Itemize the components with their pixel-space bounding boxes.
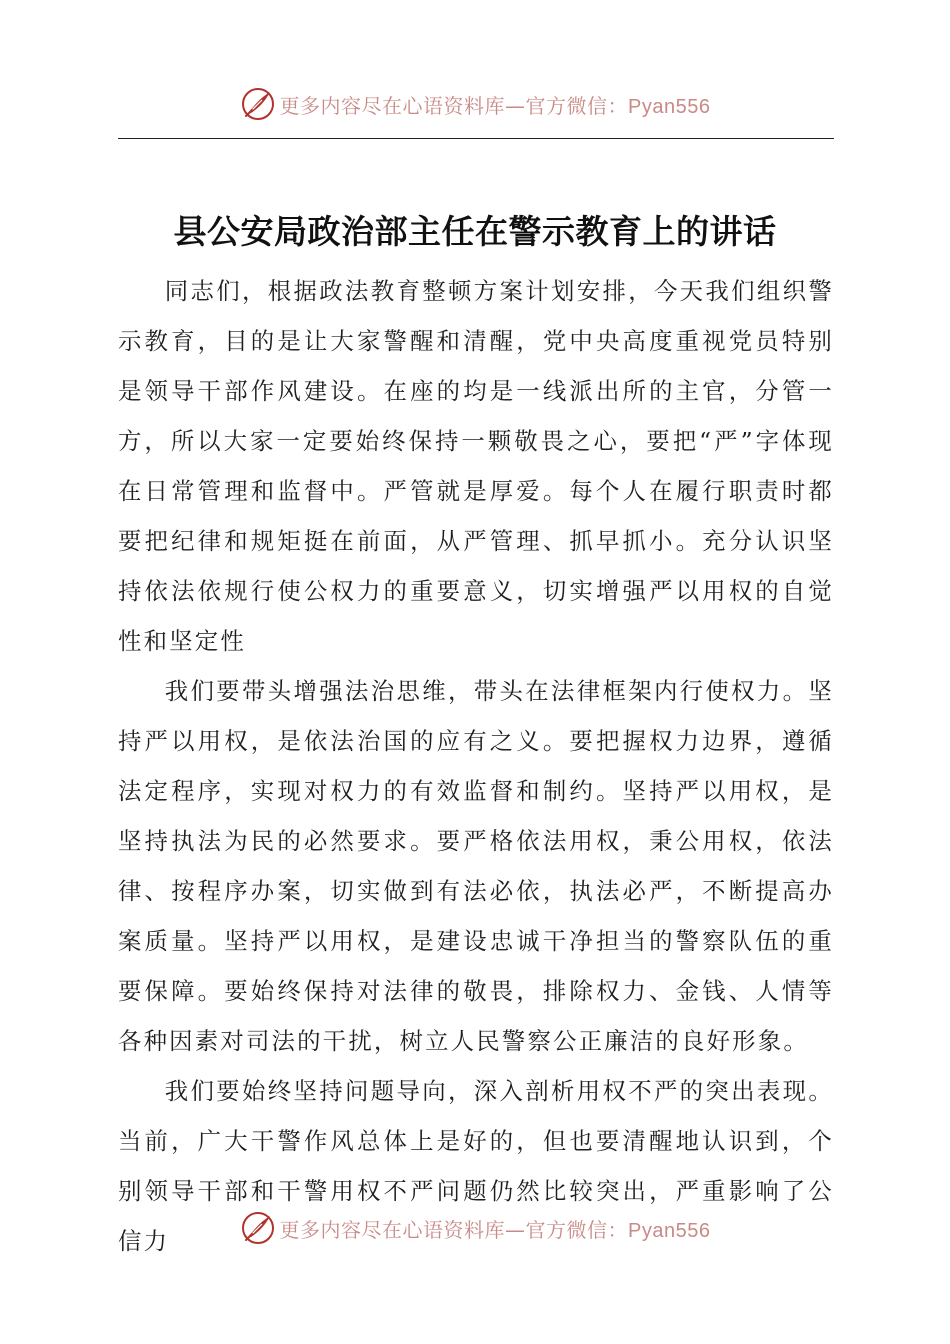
document-title: 县公安局政治部主任在警示教育上的讲话 bbox=[173, 212, 777, 252]
quill-logo-icon bbox=[240, 1210, 276, 1246]
header-rule bbox=[118, 138, 834, 139]
quill-logo-icon bbox=[240, 86, 276, 122]
document-body bbox=[118, 266, 834, 1266]
watermark-wechat-label: 官方微信： bbox=[525, 93, 629, 118]
watermark-handle: Pyan556 bbox=[628, 1219, 711, 1242]
watermark-main-text: 更多内容尽在心语资料库 bbox=[279, 1217, 506, 1242]
watermark-dash: — bbox=[505, 93, 526, 118]
header-watermark bbox=[0, 82, 950, 126]
watermark-handle: Pyan556 bbox=[628, 95, 711, 118]
paragraph-2: 我们要带头增强法治思维，带头在法律框架内行使权力。坚持严以用权，是依法治国的应有之义。要把握权力边界，遵循法定程序，实现对权力的有效监督和制约。坚持严以用权，是坚持执法为民的必然要求。要严格依法用权，秉公用权，依法律、按程序办案，切实做到有法必依，执法必严，不断提高办案质量。坚持严以用权，是建设忠诚干净担当的警察队伍的重要保障。要始终保持对法律的敬畏，排除权力、金钱、人情等各种因素对司法的干扰，树立人民警察公正廉洁的良好形象。 bbox=[118, 677, 834, 1055]
watermark-text bbox=[280, 1214, 711, 1243]
watermark-text bbox=[280, 90, 711, 119]
footer-watermark bbox=[0, 1206, 950, 1250]
watermark-dash: — bbox=[505, 1217, 526, 1242]
watermark-wechat-label: 官方微信： bbox=[525, 1217, 629, 1242]
paragraph-3: 我们要始终坚持问题导向，深入剖析用权不严的突出表现。当前，广大干警作风总体上是好的，但也要清醒地认识到，个别领导干部和干警用权不严问题仍然比较突出，严重影响了公信力 bbox=[118, 1077, 834, 1255]
paragraph-1: 同志们，根据政法教育整顿方案计划安排，今天我们组织警示教育，目的是让大家警醒和清醒，党中央高度重视党员特别是领导干部作风建设。在座的均是一线派出所的主官，分管一方，所以大家一定要始终保持一颗敬畏之心，要把“严”字体现在日常管理和监督中。严管就是厚爱。每个人在履行职责时都要把纪律和规矩挺在前面，从严管理、抓早抓小。充分认识坚持依法依规行使公权力的重要意义，切实增强严以用权的自觉性和坚定性 bbox=[118, 277, 834, 655]
watermark-main-text: 更多内容尽在心语资料库 bbox=[279, 93, 506, 118]
